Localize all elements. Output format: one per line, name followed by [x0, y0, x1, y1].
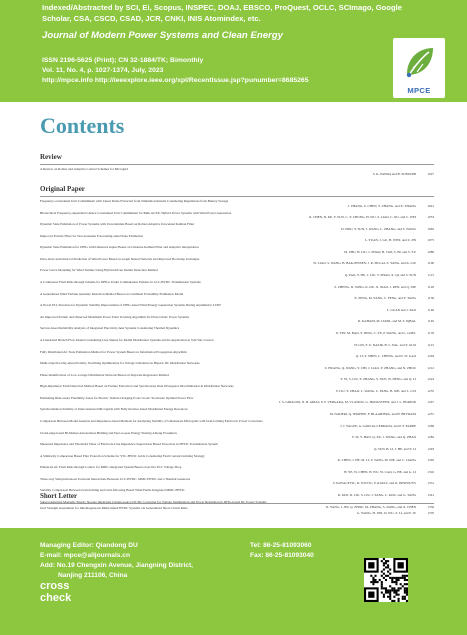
toc-entry-page: 1075	[427, 238, 434, 243]
contents-heading: Contents	[40, 113, 125, 138]
toc-entry-page: 1235	[427, 388, 434, 393]
toc-entry-page: 1269	[427, 423, 434, 428]
toc-entry-authors: Z. ZHENG, D. SONG, K. DU, X. XIAO, J. REN, and Q. XIE	[334, 284, 416, 289]
toc-entry[interactable]	[40, 167, 434, 176]
toc-entry-page: 1086	[427, 249, 434, 254]
toc-entry-page: 1146	[427, 307, 434, 312]
toc-entry-title: A Continuous Fault Ride-through Scheme for DFIGs Under Commutation Failures in LCC-HVDC Transmission Systems	[40, 280, 201, 285]
toc-entry-page: 1341	[427, 493, 434, 498]
toc-entry-title: Measured Impedance and Threshold Value of Electrode Line Impedance Supervision Based Protection in HVDC Transmission System	[40, 442, 218, 447]
toc-entry[interactable]	[40, 373, 434, 382]
toc-entry-page: 1305	[427, 458, 434, 463]
journal-header	[0, 0, 467, 102]
toc-entry-authors: J. ZHANG, Z. CHEN, Y. ZHANG, and X. ZHANG	[347, 203, 416, 208]
review-rule	[40, 164, 434, 165]
journal-title: Journal of Modern Power Systems and Clean Energy	[42, 30, 283, 41]
issn-line: ISSN 2196-5625 (Print); CN 32-1884/TK; Bimonthly	[42, 57, 204, 64]
toc-entry-authors: Z. HUANG, Q. WANG, Y. CHI, J. LIAO, Y. ZHANG, and N. ZHOU	[324, 365, 416, 370]
toc-entry-authors: D. HOU, Y. SUN, J. WANG, L. ZHANG, and S. WANG	[341, 226, 416, 231]
review-list	[40, 167, 434, 176]
toc-entry-page: 1100	[427, 261, 434, 266]
toc-entry-authors: X. ZENG, M. YANG, C. FENG, and Y. TANG	[354, 296, 416, 301]
managing-editor: Managing Editor: Qiandong DU	[40, 542, 138, 549]
toc-entry-page: 1356	[427, 504, 434, 509]
toc-entry-title: A Generalized Wind Turbine Anomaly Detection Method Based on Combined Probability Estimation Model	[40, 291, 184, 296]
toc-entry-authors: M. ZHU, H. LIU, J. ZHAO, B. TAN, T. BI, and S. YU	[344, 249, 416, 254]
toc-entry-authors: Y. LIU, Y. ZHAO, L. WANG, C. FANG, B. XIE, and L. CUI	[335, 388, 416, 393]
fax: Fax: 86-25-81093040	[250, 552, 314, 559]
toc-entry-authors: W. LIAO, S. WANG, B. BAK-JENSEN, J. R. PILLAI, Z. YANG, and K. LIU	[313, 261, 416, 266]
qr-code-icon	[364, 558, 408, 602]
toc-entry-page: 1126	[427, 284, 434, 289]
toc-entry-title: Improved Particle Filter for Non-Gaussian Forecasting-aided State Estimation	[40, 233, 144, 238]
toc-entry-page: 1027	[427, 171, 434, 176]
toc-entry-title: An Improved Perturb and Observed Maximum Power Point Tracking Algorithm for Photovoltaic Power Systems	[40, 314, 189, 319]
toc-entry-authors: S. KOVACEVIC, D. JOVCIC, P. RAULT, and O. DESPOUYS	[332, 481, 416, 486]
toc-entry-title: Cloud-edge-based Bi-Market Autonomous Bidding and Peer-to-peer Energy Sharing Among Prosumers	[40, 430, 177, 435]
toc-entry-authors: K. CHEN, J. HE, M. LI, Y. TANG, M. NIE, and C. LIANG	[337, 458, 416, 463]
toc-entry[interactable]	[40, 454, 434, 463]
toc-entry-authors: G. WANG, H. XIN, D. WU, Z. LI, and P. JU	[357, 510, 416, 515]
toc-entry[interactable]	[40, 199, 434, 208]
toc-entry[interactable]	[40, 396, 434, 405]
toc-entry-title: A Similarity Comparison Based Pilot Protection Scheme for VSC-HVDC Grids Considering Fault Current Limiting Strategy	[40, 453, 205, 458]
toc-entry-page: 1136	[427, 296, 434, 301]
toc-entry-authors: H. LIN, F. U. NAZIR, B. C. PAL, and Y. GUO	[354, 342, 416, 347]
toc-entry-title: A Novel PLL Structure for Dynamic Stability Improvement of DFIG-based Wind Energy Generation Systems During Asymmetric LVRT	[40, 303, 221, 308]
toc-entry-title: A Review on Robust and Adaptive Control Schemes for Microgrid	[40, 167, 128, 171]
toc-entry-page: 1224	[427, 377, 434, 382]
toc-entry-title: Dynamic State Estimation of Power Systems with Uncertainties Based on Robust Adaptive Unscented Kalman Filter	[40, 222, 195, 227]
toc-entry[interactable]	[40, 350, 434, 359]
toc-entry[interactable]	[40, 506, 434, 515]
toc-entry[interactable]	[40, 407, 434, 416]
toc-entry-authors: H. YE, W. CHEN, H. WU, W. CAO, G. HE, and G. LI	[344, 469, 416, 474]
short-letter-rule	[40, 503, 434, 504]
toc-entry[interactable]	[40, 257, 434, 266]
toc-entry-page: 1191	[427, 342, 434, 347]
editor-email[interactable]: E-mail: mpce@alljournals.cn	[40, 552, 130, 559]
address-line-2: Nanjing 211106, China	[58, 572, 128, 579]
toc-entry-page: 1316	[427, 469, 434, 474]
toc-entry-title: Power Curve Modeling for Wind Turbine Using Hybrid-driven Outlier Detection Method	[40, 268, 158, 273]
toc-entry[interactable]	[40, 419, 434, 428]
original-rule	[40, 196, 434, 197]
toc-entry-authors: M. NADERI, Q. SHAFIEE, F. BLAABJERG, and H. BEVRANI	[329, 412, 416, 416]
toc-entry-title: Phase Identification of Low-voltage Distribution Network Based on Stepwise Regression Method	[40, 372, 169, 377]
toc-entry[interactable]	[40, 431, 434, 440]
volume-line: Vol. 11, No. 4, p. 1027-1374, July, 2023	[42, 67, 164, 74]
toc-entry[interactable]	[40, 465, 434, 474]
toc-entry-title: Frequency-constrained Unit Commitment with Linear Rules Extracted from Simulation Results Considering Regulations from Battery Storage	[40, 199, 229, 203]
toc-entry-authors: Q. LI, Y. SHEN, L. CHENG, and D. W. GAO	[355, 354, 416, 359]
toc-entry-page: 1370	[427, 510, 434, 515]
toc-entry-authors: R. KAHANI, M. JAMIL, and M. T. IQBAL	[357, 319, 416, 324]
toc-entry[interactable]	[40, 303, 434, 312]
toc-entry-title: Estimating Risk-aware Flexibility Areas for Electric Vehicle Charging Pools via AC Stochastic Optimal Power Flow	[40, 395, 194, 400]
toc-entry[interactable]	[40, 268, 434, 277]
logo-label: MPCE	[407, 86, 431, 95]
toc-entry-title: Synchronization Stability of Interconnected Microgrids with Fully Inverter-based Distributed Energy Resources	[40, 407, 188, 412]
toc-entry-page: 1257	[427, 412, 434, 416]
short-letter-heading: Short Letter	[40, 492, 78, 500]
toc-entry-authors: L. GUAN and J. YAO	[386, 307, 416, 312]
original-paper-heading: Original Paper	[40, 185, 85, 193]
toc-entry-page: 1041	[427, 203, 434, 208]
toc-entry-page: 1247	[427, 400, 434, 405]
leaf-logo-icon	[399, 42, 439, 82]
toc-entry-page: 1204	[427, 354, 434, 359]
indexing-statement: Indexed/Abstracted by SCI, Ei, Scopus, INSPEC, DOAJ, EBSCO, ProQuest, OCLC, SCImago, Google Scholar, CSA, CSCD, CSAD, JCR, CNKI, INIS Atomindex, etc.	[42, 3, 402, 23]
toc-entry-title: Enhanced AC Fault Ride-through Control for MMC-integrated System Based on Active PCC Voltage Drop	[40, 465, 182, 470]
url-line[interactable]: http://mpce.info http://ieeexplore.ieee.org/xpl/RecentIssue.jsp?punumber=8685265	[42, 77, 309, 84]
toc-entry-authors: Y. YI, S. LIU, Y. ZHANG, Y. XUE, W. DENG, and Q. LI	[340, 377, 416, 382]
toc-entry[interactable]	[40, 384, 434, 393]
review-heading: Review	[40, 153, 62, 161]
toc-entry[interactable]	[40, 338, 434, 347]
toc-entry-authors: J. S. GIRALDO, N. B. ARIAS, P. P. VERGARA, M. VLASIOU, G. HOOGSTEEN, and J. L. HURINK	[279, 400, 416, 405]
toc-entry[interactable]	[40, 361, 434, 370]
toc-entry-page: 1331	[427, 481, 434, 486]
toc-entry[interactable]	[40, 442, 434, 451]
toc-entry-authors: F. SI, Y. HAN, Q. XU, J. WANG, and Q. ZHAO	[352, 435, 416, 440]
toc-entry[interactable]	[40, 292, 434, 301]
toc-entry-title: Three-way Subsynchronous Torsional Interactions Between LCC-HVDC, MMC-HVDC and a Thermal Generator	[40, 476, 191, 481]
toc-entry[interactable]	[40, 326, 434, 335]
toc-entry[interactable]	[40, 211, 434, 220]
toc-entry[interactable]	[40, 315, 434, 324]
toc-entry[interactable]	[40, 245, 434, 254]
crosscheck-logo	[40, 580, 90, 614]
toc-entry-authors: R. CHEN, D. KE, Y. SUN, C. Y. CHUNG, H. WU, S. LIAO, L. XU, and C. WEI	[309, 215, 416, 220]
address-line-1: Add: No.19 Chengxin Avenue, Jiangning District,	[40, 562, 194, 569]
journal-meta	[42, 56, 372, 86]
toc-entry-page: 1176	[427, 330, 434, 335]
toc-entry-title: Hierarchical Frequency-dependent Chance Constrained Unit Commitment for Bulk AC/DC Hybrid Power Systems with Wind Power Generation	[40, 210, 232, 215]
toc-entry-title: Dynamic State Estimation for DFIG with Unknown Inputs Based on Cubature Kalman Filter and Adaptive Interpolation	[40, 245, 199, 250]
toc-entry-title: Ultra-short-term Interval Prediction of Wind Power Based on Graph Neural Network and Improved Bootstrap Technique	[40, 256, 200, 261]
toc-entry-title: A Linearized Branch Flow Model Considering Line Shunts for Radial Distribution Systems and Its Application in Volt/VAr Control	[40, 337, 214, 342]
toc-entry[interactable]	[40, 488, 434, 497]
short-letter-list	[40, 506, 434, 515]
mpce-logo	[393, 38, 445, 98]
toc-entry[interactable]	[40, 222, 434, 231]
toc-entry-authors: Q. YAO, Y. HU, J. LIU, T. ZHAO, X. QI, and S. SUN	[344, 273, 416, 278]
toc-entry-authors: S. K. PANDA and B. SUBUDHI	[372, 171, 416, 176]
toc-entry-title: Multi-objective Day-ahead Polarity Switching Optimization for Voltage Unbalance in Bipolar DC Distribution Networks	[40, 361, 200, 366]
toc-entry-title: Stability Comparison Between Grid-forming and Grid-following Based Wind Farms Integrated MMC-HVDC	[40, 488, 185, 493]
toc-entry-title: Fully Distributed AC State Estimation Method for Power System Based on Information Propagation Algorithm	[40, 349, 187, 354]
crosscheck-word-2: check	[40, 592, 72, 604]
toc-entry[interactable]	[40, 280, 434, 289]
telephone: Tel: 86-25-81093060	[250, 542, 312, 549]
toc-entry-authors: R. PAN, D. LIU, S. LIU, J. YANG, L. KOU, and G. TANG	[337, 493, 416, 498]
toc-entry-page: 1293	[427, 446, 434, 451]
toc-entry-title: Grid Strength Assessment for Inhomogeneous Multi-infeed HVDC Systems via Generalized Short Circuit Ratio	[40, 506, 188, 510]
crosscheck-word-1: cross	[40, 580, 70, 592]
toc-entry[interactable]	[40, 234, 434, 243]
toc-entry-authors: Q. SUN, B. LI, J. HE, and Y. LI	[373, 446, 416, 451]
toc-entry-page: 1165	[427, 319, 434, 324]
toc-entry-title: Comparison Between Modal Analysis and Impedance-based Methods for Analyzing Stability of Unbalanced Microgrids with Grid-forming Electronic Power Converters	[40, 418, 263, 423]
toc-entry[interactable]	[40, 477, 434, 486]
original-paper-list	[40, 199, 434, 509]
toc-entry-page: 1065	[427, 226, 434, 231]
toc-entry-authors: J. J. YAGUE, A. GARCIA-CERRADA, and P. P. FARRE	[340, 423, 416, 428]
toc-entry-authors: X. YIN, M. BAO, Y. DING, C. YE, P. WANG, and L. GOEL	[335, 330, 416, 335]
toc-entry-title: Service-based Reliability Analysis of Integrated Electricity-heat Systems Considering Thermal Dynamics	[40, 326, 180, 331]
toc-entry-page: 1115	[427, 273, 434, 278]
toc-entry-page: 1212	[427, 365, 434, 370]
toc-entry-title: Superconducting Magnetic Energy Storage Integrated Current-source DC/DC Converter for Voltage Stabilization and Power Regulation in DFIG-based DC Power Systems	[40, 500, 267, 505]
toc-entry-authors: R. YANG, J. JIN, Q. ZHOU, M. ZHANG, S. JIANG, and X. CHEN	[326, 504, 416, 509]
toc-entry-title: High-impedance Fault Detection Method Based on Feature Extraction and Synchronous Data Divergence Discrimination in Distribution Networks	[40, 384, 234, 389]
toc-entry-page: 1282	[427, 435, 434, 440]
toc-entry-page: 1053	[427, 215, 434, 220]
toc-entry-authors: L. YUAN, J. GU, H. WEN, and Z. JIN	[364, 238, 416, 243]
